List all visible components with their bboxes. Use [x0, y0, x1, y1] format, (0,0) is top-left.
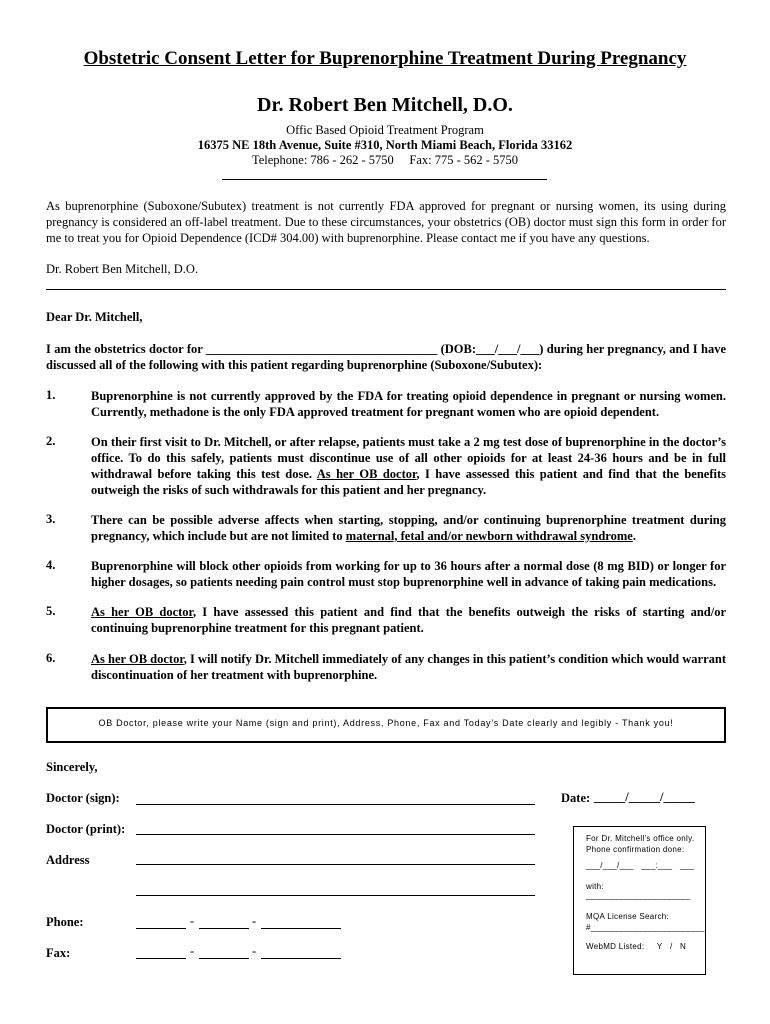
intro-paragraph: As buprenorphine (Suboxone/Subutex) treatment is not currently FDA approved for pregnant or nursing women, its using during pregnancy is considered an off-label treatment. Due to these circumstances, your obstetrics (OB) doctor must sign this form in order for me to treat you for Opioid Dependence (ICD# 304.00) with buprenorphine. Please contact me if you have any questions. [46, 199, 726, 245]
address-line-2[interactable] [136, 895, 535, 896]
practice-phones: Telephone: 786 - 262 - 5750 Fax: 775 - 562 - 5750 [251, 153, 519, 167]
practice-address: 16375 NE 18th Avenue, Suite #310, North Miami Beach, Florida 33162 [197, 138, 573, 152]
list-item: Buprenorphine will block other opioids from working for up to 36 hours after a normal dose (8 mg BID) or longer for higher dosages, so patients needing pain control must stop buprenorphine well in advance of taking pain medications. [91, 559, 726, 589]
item-number: 2. [46, 434, 56, 448]
item-number: 5. [46, 604, 56, 618]
phone-label: Phone: [46, 915, 84, 929]
doctor-print-line[interactable] [136, 834, 535, 835]
fax-area-line[interactable] [136, 958, 186, 959]
intro-signature: Dr. Robert Ben Mitchell, D.O. [46, 262, 199, 276]
doctor-sign-line[interactable] [136, 804, 535, 805]
phone-confirmation-label: Phone confirmation done: [586, 845, 685, 854]
page-title: Obstetric Consent Letter for Buprenorphine Treatment During Pregnancy [83, 48, 687, 69]
doctor-sign-label: Doctor (sign): [46, 791, 120, 805]
list-item: As her OB doctor, I have assessed this patient and find that the benefits outweigh the risks of starting and/or continuing buprenorphine treatment for this pregnant patient. [91, 605, 726, 635]
office-note: For Dr. Mitchell's office only. [586, 834, 695, 843]
header-divider [222, 179, 547, 180]
mqa-license-field[interactable]: #________________________ [586, 923, 705, 932]
section-divider [46, 289, 726, 290]
fax-label: Fax: [46, 946, 71, 960]
item-number: 4. [46, 558, 56, 572]
list-item: Buprenorphine is not currently approved by the FDA for treating opioid dependence in pregnant or nursing women. Currently, methadone is the only FDA approved treatment for pregnant women who are opioid dependent. [91, 389, 726, 419]
patient-name-blank[interactable]: _____________________________________ [206, 342, 438, 356]
instruction-text: OB Doctor, please write your Name (sign and print), Address, Phone, Fax and Today’s Date clearly and legibly - Thank you! [98, 718, 674, 728]
phone-dash: - [252, 914, 257, 928]
phone-number-line[interactable] [261, 928, 341, 929]
doctor-name: Dr. Robert Ben Mitchell, D.O. [257, 94, 513, 116]
confirmation-with-field[interactable]: with: ______________________ [586, 882, 691, 900]
statement-paragraph: I am the obstetrics doctor for _____________________________________ (DOB:___/___/___) during her pregnancy, and I have discussed all of the following with this patient regarding buprenorphine (Suboxone/Subutex): [46, 342, 727, 372]
salutation: Dear Dr. Mitchell, [46, 310, 143, 324]
item-number: 3. [46, 512, 56, 526]
mqa-license-label: MQA License Search: [586, 912, 670, 921]
list-item: There can be possible adverse affects when starting, stopping, and/or continuing buprenorphine treatment during pregnancy, which include but are not limited to maternal, fetal and/or newborn withdrawal syndrome. [91, 513, 726, 543]
date-field[interactable]: _____/_____/_____ [594, 790, 695, 804]
date-label: Date: [561, 791, 591, 805]
fax-prefix-line[interactable] [199, 958, 249, 959]
fax-dash: - [190, 944, 195, 958]
address-line-1[interactable] [136, 864, 535, 865]
list-item: As her OB doctor, I will notify Dr. Mitchell immediately of any changes in this patient’s condition which would warrant discontinuation of her treatment with buprenorphine. [91, 652, 726, 682]
program-name: Offic Based Opioid Treatment Program [286, 123, 484, 137]
confirmation-date-field[interactable]: ___/___/___ ___:___ ___ [586, 861, 695, 870]
item-number: 6. [46, 651, 56, 665]
fax-dash: - [252, 944, 257, 958]
item-number: 1. [46, 388, 56, 402]
webmd-listed-field[interactable]: WebMD Listed: Y / N [586, 942, 687, 951]
fax-number-line[interactable] [261, 958, 341, 959]
phone-prefix-line[interactable] [199, 928, 249, 929]
sincerely-text: Sincerely, [46, 760, 98, 774]
phone-area-line[interactable] [136, 928, 186, 929]
phone-dash: - [190, 914, 195, 928]
office-use-box [573, 826, 706, 975]
list-item: On their first visit to Dr. Mitchell, or after relapse, patients must take a 2 mg test dose of buprenorphine in the doctor’s office. To do this safely, patients must discontinue use of all other opioids for at least 24-36 hours and be in full withdrawal before taking this test dose. As her OB doctor, I have assessed this patient and find that the benefits outweigh the risks of such withdrawals for this patient and her pregnancy. [91, 435, 726, 497]
doctor-print-label: Doctor (print): [46, 822, 126, 836]
address-label: Address [46, 853, 90, 867]
